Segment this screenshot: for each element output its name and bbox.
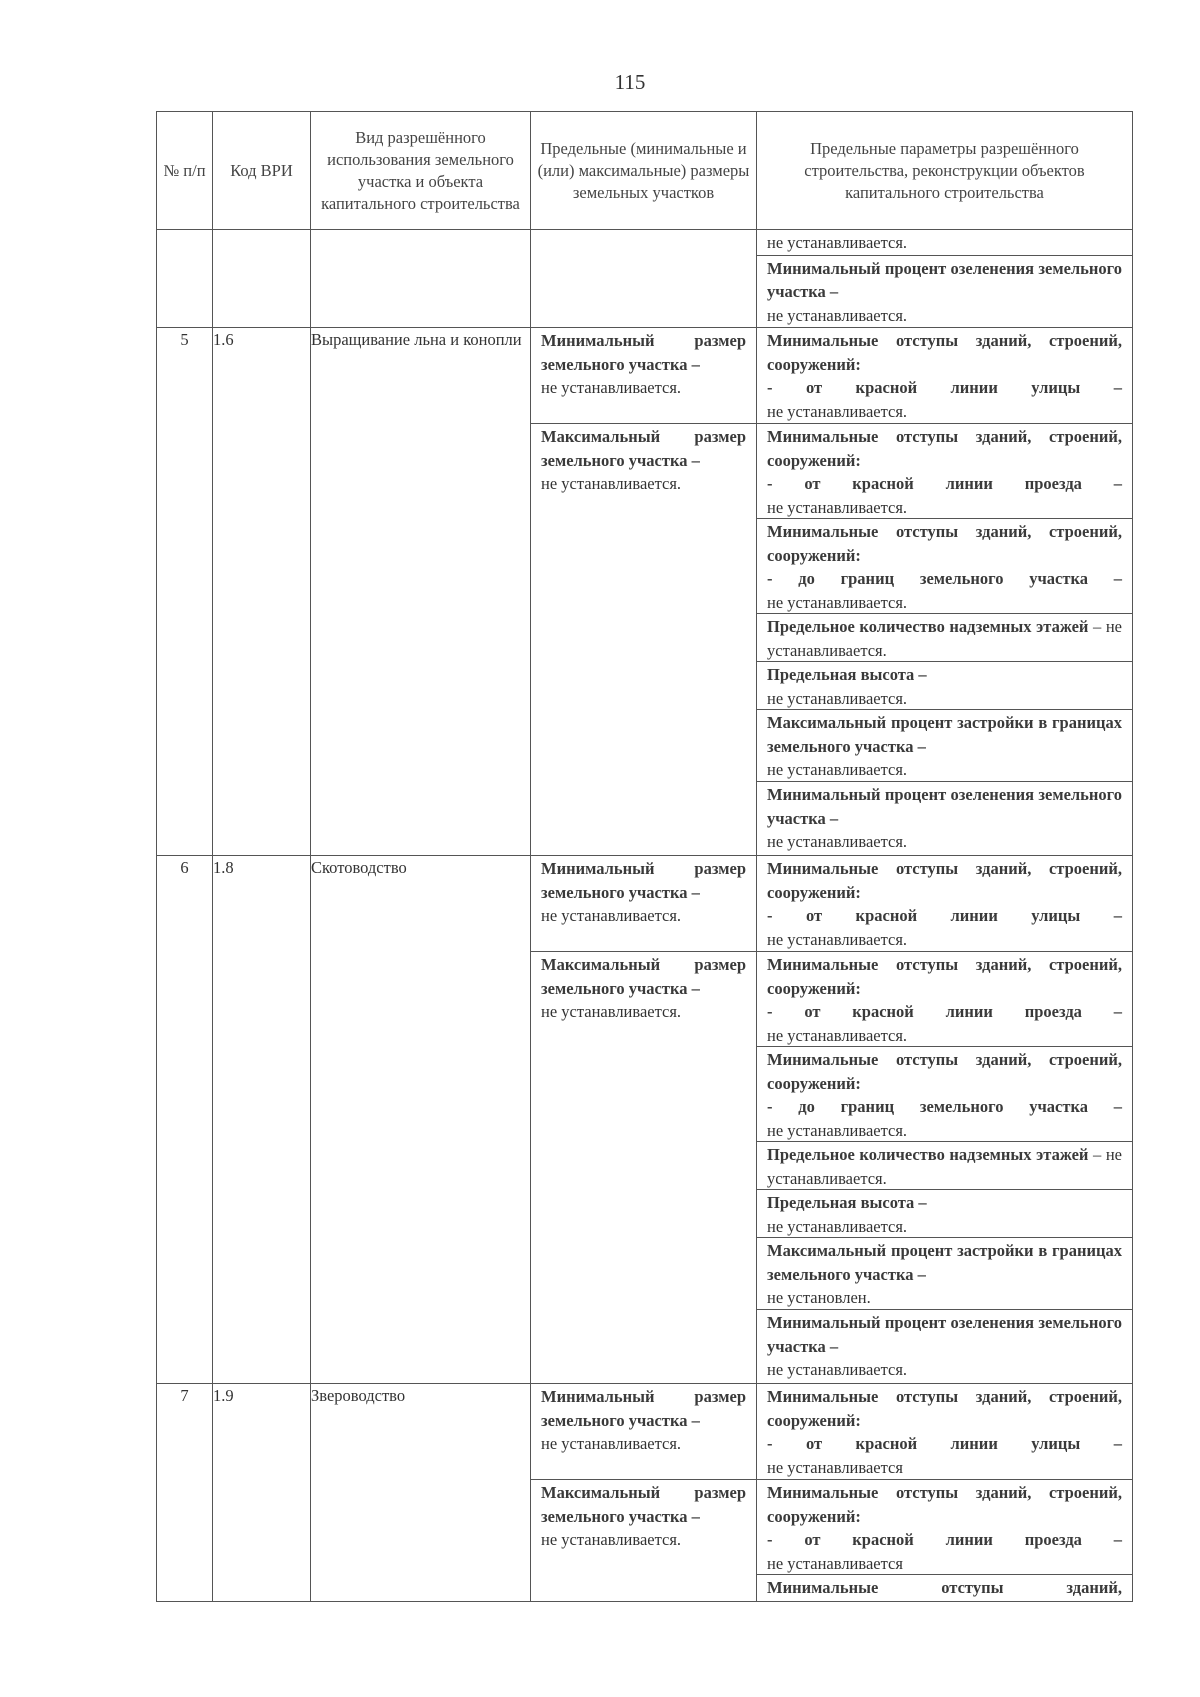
setback-label: Минимальные отступы зданий, строений, сооружений: [767,522,1122,565]
min-size-label: Минимальный размер земельного участка – [541,331,746,374]
green-value: не устанавливается. [767,832,908,851]
setback-label-partial: Минимальные отступы зданий, [767,1578,1122,1597]
setback-label: Минимальные отступы зданий, строений, сооружений: [767,955,1122,998]
min-size-label: Минимальный размер земельного участка – [541,1387,746,1430]
floors-value: – не устанавливается. [767,617,1122,660]
setback-label: Минимальные отступы зданий, строений, сооружений: [767,1387,1122,1430]
setback-value: не устанавливается. [767,592,908,612]
setback-value: не устанавливается. [767,401,908,421]
row-number: 7 [157,1384,213,1602]
row-use: Выращивание льна и конопли [311,328,531,856]
green-value: не устанавливается. [767,1360,908,1379]
max-size-label: Максимальный размер земельного участка – [541,955,746,998]
page-number: 115 [614,70,646,94]
row-use: Скотоводство [311,856,531,1384]
setback-label: Минимальные отступы зданий, строений, сооружений: [767,331,1122,374]
table-row [157,230,1133,256]
floors-label: Предельное количество надземных этажей [767,617,1089,636]
setback-line: - от красной линии улицы – [767,1434,1122,1453]
min-size-value: не устанавливается. [541,378,682,397]
header-params: Предельные параметры разрешённого строительства, реконструкции объектов капитального строительства [757,112,1133,230]
height-label: Предельная высота – [767,1193,927,1212]
row-use: Звероводство [311,1384,531,1602]
build-percent-value: не устанавливается. [767,760,908,779]
setback-label: Минимальные отступы зданий, строений, сооружений: [767,859,1122,902]
max-size-value: не устанавливается. [541,474,682,493]
row-number: 5 [157,328,213,856]
header-size: Предельные (минимальные и (или) максимальные) размеры земельных участков [531,112,757,230]
setback-label: Минимальные отступы зданий, строений, сооружений: [767,1483,1122,1526]
continuation-text: не устанавливается. [767,233,908,252]
setback-label: Минимальные отступы зданий, строений, сооружений: [767,1050,1122,1093]
green-label: Минимальный процент озеленения земельного участка – [767,785,1122,828]
setback-value: не устанавливается. [767,497,908,517]
max-size-value: не устанавливается. [541,1530,682,1549]
setback-line: - от красной линии улицы – [767,378,1122,397]
green-label: Минимальный процент озеленения земельного участка – [767,258,1122,301]
build-percent-label: Максимальный процент застройки в границах земельного участка – [767,713,1122,756]
regulations-table [156,111,1133,1602]
row-code: 1.9 [213,1384,311,1602]
setback-line: - от красной линии проезда – [767,1530,1122,1549]
table-row [157,328,1133,424]
setback-value: не устанавливается [767,1457,903,1477]
table-header-row [157,112,1133,230]
setback-line: - от красной линии проезда – [767,474,1122,493]
build-percent-label: Максимальный процент застройки в границах земельного участка – [767,1241,1122,1284]
setback-value: не устанавливается. [767,929,908,949]
height-value: не устанавливается. [767,1216,908,1236]
floors-value: – не устанавливается. [767,1145,1122,1188]
max-size-value: не устанавливается. [541,1002,682,1021]
setback-value: не устанавливается [767,1553,903,1573]
setback-line: - до границ земельного участка – [767,569,1122,588]
setback-line: - до границ земельного участка – [767,1097,1122,1116]
header-use: Вид разрешённого использования земельного участка и объекта капитального строительства [311,112,531,230]
min-size-value: не устанавливается. [541,906,682,925]
setback-line: - от красной линии улицы – [767,906,1122,925]
setback-label: Минимальные отступы зданий, строений, сооружений: [767,427,1122,470]
setback-value: не устанавливается. [767,1025,908,1045]
green-value: не устанавливается. [767,305,908,325]
max-size-label: Максимальный размер земельного участка – [541,1483,746,1526]
header-code: Код ВРИ [213,112,311,230]
setback-line: - от красной линии проезда – [767,1002,1122,1021]
setback-value: не устанавливается. [767,1120,908,1140]
max-size-label: Максимальный размер земельного участка – [541,427,746,470]
row-number: 6 [157,856,213,1384]
row-code: 1.8 [213,856,311,1384]
header-number: № п/п [157,112,213,230]
floors-label: Предельное количество надземных этажей [767,1145,1089,1164]
table-row [157,1384,1133,1480]
height-label: Предельная высота – [767,665,927,684]
build-percent-value: не установлен. [767,1288,871,1307]
min-size-value: не устанавливается. [541,1434,682,1453]
height-value: не устанавливается. [767,688,908,708]
green-label: Минимальный процент озеленения земельного участка – [767,1313,1122,1356]
table-row [157,856,1133,952]
min-size-label: Минимальный размер земельного участка – [541,859,746,902]
row-code: 1.6 [213,328,311,856]
